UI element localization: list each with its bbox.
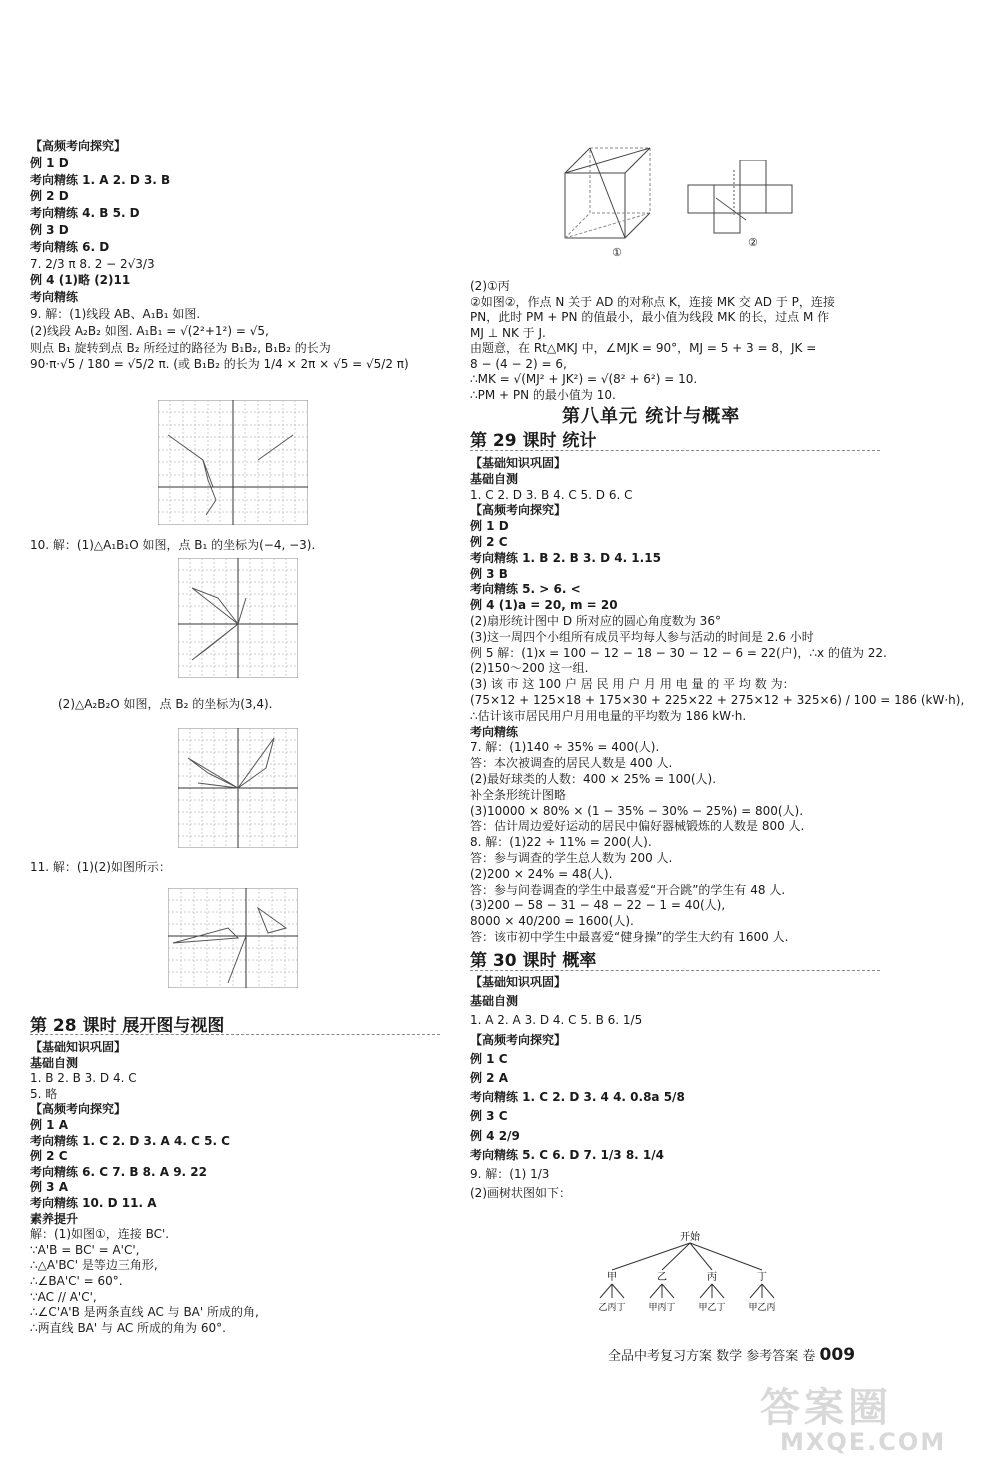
text-line: 考向精练 6. C 7. B 8. A 9. 22 — [30, 1164, 207, 1179]
text-line: 考向精练 4. B 5. D — [30, 206, 140, 221]
text-line: 7. 解：(1)140 ÷ 35% = 400(人). — [470, 740, 660, 755]
lesson28-rule — [30, 1034, 440, 1035]
text-line: 答：本次被调查的居民人数是 400 人. — [470, 756, 673, 771]
text-line: 8. 解：(1)22 ÷ 11% = 200(人). — [470, 835, 652, 850]
figure-label-1: ① — [612, 246, 622, 259]
text-line: 例 3 D — [30, 223, 69, 237]
text-line: 考向精练 1. B 2. B 3. D 4. 1.15 — [470, 550, 661, 565]
tree-branch-label: 丁 — [757, 1272, 767, 1283]
text-line: 90·π·√5 / 180 = √5/2 π. (或 B₁B₂ 的长为 1/4 × 2π × √5 = √5/2 π) — [30, 357, 409, 372]
q10-part2: (2)△A₂B₂O 如图，点 B₂ 的坐标为(3,4). — [58, 697, 273, 711]
net-figure — [686, 160, 796, 249]
figure-label-2: ② — [748, 236, 758, 249]
text-line: 考向精练 5. C 6. D 7. 1/3 8. 1/4 — [470, 1147, 664, 1162]
tree-leaves: 甲丙丁 — [648, 1303, 676, 1313]
text-line: (3)200 − 58 − 31 − 48 − 22 − 1 = 40(人), — [470, 898, 726, 913]
text-line: 例 2 C — [30, 1149, 68, 1164]
text-line: 【高频考向探究】 — [30, 139, 127, 153]
grid-figure-q10a-svg — [178, 558, 298, 678]
text-line: 例 2 D — [30, 189, 69, 204]
tree-edge — [712, 1284, 724, 1298]
tree-branch-label: 丙 — [707, 1272, 717, 1283]
tree-diagram — [590, 1228, 790, 1318]
text-line: ∴∠C'A'B 是两条直线 AC 与 BA' 所成的角, — [30, 1305, 259, 1320]
right-column — [470, 0, 1000, 1471]
text-line: 例 4 (1)略 (2)11 — [30, 273, 131, 288]
page-footer — [608, 1345, 855, 1365]
text-line: 基础自测 — [470, 994, 519, 1009]
tree-root: 开始 — [680, 1232, 700, 1243]
grid-figure-q9 — [158, 400, 308, 525]
text-line: ∴△A'BC' 是等边三角形, — [30, 1258, 158, 1273]
text-line: 答：估计周边爱好运动的居民中偏好器械锻炼的人数是 800 人. — [470, 819, 805, 834]
lesson29-title: 第 29 课时 统计 — [470, 431, 597, 451]
text-line: ②如图②，作点 N 关于 AD 的对称点 K，连接 MK 交 AD 于 P，连接 — [470, 294, 835, 309]
text-line: 答：参与问卷调查的学生中最喜爱“开合跳”的学生有 48 人. — [470, 882, 786, 897]
left-column — [0, 0, 470, 1471]
text-line: 9. 解：(1) 1/3 — [470, 1167, 550, 1181]
text-line: PN，此时 PM + PN 的值最小，最小值为线段 MK 的长，过点 M 作 — [470, 310, 830, 324]
grid-figure-q11-svg — [168, 888, 298, 988]
lesson30-title: 第 30 课时 概率 — [470, 951, 597, 971]
text-line: 考向精练 10. D 11. A — [30, 1196, 157, 1210]
text-line: 7. 2/3 π 8. 2 − 2√3/3 — [30, 256, 155, 271]
tree-leaves: 甲乙丙 — [748, 1303, 776, 1313]
text-line: 解：(1)如图①，连接 BC'. — [30, 1227, 170, 1242]
cube-figure — [560, 138, 670, 259]
text-line: ∴MK = √(MJ² + JK²) = √(8² + 6²) = 10. — [470, 372, 698, 386]
text-line: 例 3 A — [30, 1180, 68, 1195]
grid-figure-q10a — [178, 558, 298, 678]
text-line: 【基础知识巩固】 — [30, 1040, 127, 1054]
text-line: 【高频考向探究】 — [30, 1102, 127, 1117]
text-line: 例 1 D — [470, 519, 509, 534]
text-line: (2)200 × 24% = 48(人). — [470, 866, 613, 881]
text-line: ∴估计该市居民用户月用电量的平均数为 186 kW·h. — [470, 708, 747, 723]
grid-figure-q10b-svg — [178, 728, 298, 848]
text-line: ∵A'B = BC' = A'C', — [30, 1242, 140, 1257]
text-line: (3) 该 市 这 100 户 居 民 用 户 月 用 电 量 的 平 均 数 为： — [470, 677, 795, 692]
lesson29-rule — [470, 450, 880, 451]
footer-text: 全品中考复习方案 数学 参考答案 卷 — [608, 1349, 816, 1364]
text-line: 1. A 2. A 3. D 4. C 5. B 6. 1/5 — [470, 1013, 643, 1028]
tree-edge — [762, 1284, 774, 1298]
text-line: (2)扇形统计图中 D 所对应的圆心角度数为 36° — [470, 614, 721, 628]
text-line: 【基础知识巩固】 — [470, 456, 567, 470]
text-line: 考向精练 5. > 6. < — [470, 582, 581, 597]
text-line: 考向精练 — [470, 724, 519, 739]
text-line: MJ ⊥ NK 于 J. — [470, 325, 546, 340]
text-line: 例 4 2/9 — [470, 1128, 520, 1143]
text-line: (3)这一周四个小组所有成员平均每人参与活动的时间是 2.6 小时 — [470, 629, 814, 644]
text-line: 5. 略 — [30, 1086, 58, 1101]
q11-text: 11. 解：(1)(2)如图所示： — [30, 860, 171, 874]
text-line: ∴两直线 BA' 与 AC 所成的角为 60°. — [30, 1320, 226, 1335]
text-line: ∴PM + PN 的最小值为 10. — [470, 387, 616, 402]
tree-edge — [750, 1284, 762, 1298]
unit8-title: 第八单元 统计与概率 — [562, 406, 741, 427]
text-line: 考向精练 6. D — [30, 239, 110, 254]
text-line: ∴∠BA'C' = 60°. — [30, 1274, 123, 1288]
text-line: 8 − (4 − 2) = 6, — [470, 356, 567, 371]
watermark-logo: 答案圈 — [760, 1385, 892, 1431]
text-line: 8000 × 40/200 = 1600(人). — [470, 914, 634, 929]
text-line: 1. B 2. B 3. D 4. C — [30, 1071, 137, 1086]
q10-part1: 10. 解：(1)△A₁B₁O 如图，点 B₁ 的坐标为(−4, −3). — [30, 538, 316, 552]
lesson30-rule — [470, 970, 880, 971]
tree-leaves: 甲乙丁 — [698, 1303, 726, 1313]
tree-diagram-svg — [590, 1228, 790, 1318]
text-line: 答：参与调查的学生总人数为 200 人. — [470, 851, 673, 865]
page-number: 009 — [819, 1345, 856, 1365]
tree-edge — [650, 1284, 662, 1298]
text-line: 例 1 C — [470, 1051, 508, 1066]
tree-branch-label: 乙 — [657, 1272, 667, 1283]
watermark-url: MXQE.COM — [780, 1428, 947, 1456]
text-line: 基础自测 — [470, 471, 519, 486]
text-line: 1. C 2. D 3. B 4. C 5. D 6. C — [470, 487, 633, 502]
text-line: 例 2 C — [470, 535, 508, 549]
text-line: 例 3 B — [470, 566, 508, 581]
text-line: 答：该市初中学生中最喜爱“健身操”的学生大约有 1600 人. — [470, 930, 789, 944]
text-line: 9. 解：(1)线段 AB、A₁B₁ 如图. — [30, 307, 201, 321]
grid-figure-q9-svg — [158, 400, 308, 525]
text-line: 补全条形统计图略 — [470, 787, 567, 802]
grid-figure-q10b — [178, 728, 298, 848]
text-line: (2)①丙 — [470, 279, 510, 293]
tree-edge — [600, 1284, 612, 1298]
text-line: 考向精练 1. C 2. D 3. A 4. C 5. C — [30, 1133, 230, 1148]
net-figure-svg — [686, 160, 796, 235]
text-line: 考向精练 1. A 2. D 3. B — [30, 172, 171, 187]
text-line: (2)线段 A₂B₂ 如图. A₁B₁ = √(2²+1²) = √5, — [30, 323, 269, 338]
text-line: 考向精练 1. C 2. D 3. 4 4. 0.8a 5/8 — [470, 1090, 685, 1105]
text-line: 例 3 C — [470, 1109, 508, 1124]
text-line: 则点 B₁ 旋转到点 B₂ 所经过的路径为 B₁B₂, B₁B₂ 的长为 — [30, 340, 331, 355]
lesson28-title: 第 28 课时 展开图与视图 — [30, 1016, 225, 1036]
text-line: 【高频考向探究】 — [470, 503, 567, 518]
text-line: 例 5 解：(1)x = 100 − 12 − 18 − 30 − 12 − 6 = 22(户)，∴x 的值为 22. — [470, 645, 887, 660]
text-line: (2)150～200 这一组. — [470, 661, 589, 676]
tree-edge — [700, 1284, 712, 1298]
text-line: 【高频考向探究】 — [470, 1032, 567, 1047]
text-line: 素养提升 — [30, 1211, 79, 1226]
text-line: 基础自测 — [30, 1055, 79, 1070]
text-line: 例 2 A — [470, 1071, 508, 1085]
text-line: 例 1 A — [30, 1118, 68, 1132]
text-line: (2)画树状图如下： — [470, 1186, 571, 1201]
text-line: 考向精练 — [30, 290, 79, 305]
cube-figure-svg — [560, 138, 670, 248]
text-line: 例 4 (1)a = 20, m = 20 — [470, 598, 618, 613]
text-line: ∵AC // A'C', — [30, 1289, 97, 1304]
text-line: (2)最好球类的人数：400 × 25% = 100(人). — [470, 772, 717, 786]
tree-leaves: 乙丙丁 — [598, 1303, 626, 1313]
text-line: (3)10000 × 80% × (1 − 35% − 30% − 25%) = 800(人). — [470, 803, 804, 818]
tree-edge — [612, 1284, 624, 1298]
text-line: 【基础知识巩固】 — [470, 975, 567, 989]
grid-figure-q11 — [168, 888, 298, 988]
text-line: (75×12 + 125×18 + 175×30 + 225×22 + 275×12 + 325×6) / 100 = 186 (kW·h), — [470, 693, 965, 707]
tree-edge — [662, 1284, 674, 1298]
text-line: 例 1 D — [30, 155, 69, 170]
text-line: 由题意，在 Rt△MKJ 中，∠MJK = 90°，MJ = 5 + 3 = 8，JK = — [470, 341, 817, 355]
tree-branch-label: 甲 — [607, 1272, 617, 1283]
